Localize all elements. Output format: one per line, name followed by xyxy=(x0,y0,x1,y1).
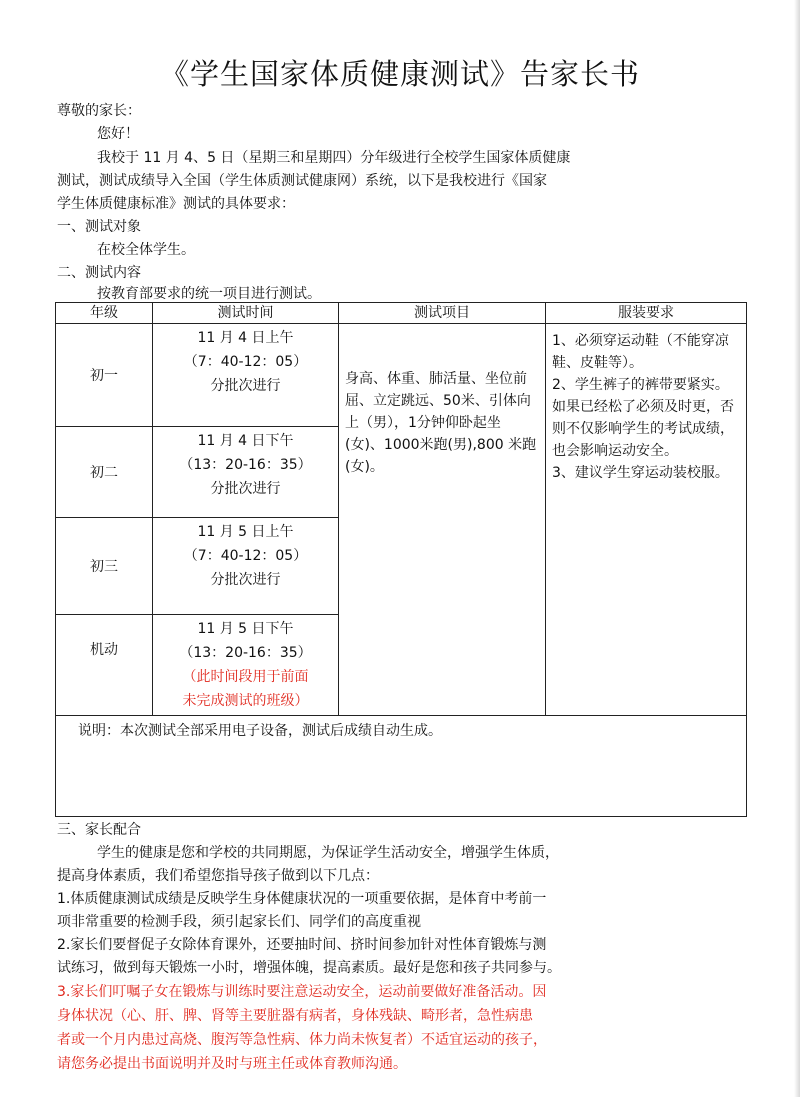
time-date: 11 月 4 日上午 xyxy=(197,330,294,346)
header-time: 测试时间 xyxy=(153,303,339,324)
time-date: 11 月 4 日下午 xyxy=(197,433,294,449)
section2-body: 按教育部要求的统一项目进行测试。 xyxy=(97,286,321,302)
page-edge-shadow xyxy=(794,0,800,1097)
test-items-text: 身高、体重、肺活量、坐位前屈、立定跳远、50米、引体向上（男），1分钟仰卧起坐(女)、1000米跑(男),800 米跑(女)。 xyxy=(345,371,537,475)
table-note: 说明：本次测试全部采用电子设备，测试后成绩自动生成。 xyxy=(78,723,442,739)
section3-red-line-2: 身体状况（心、肝、脾、肾等主要脏器有病者，身体残缺、畸形者，急性病患 xyxy=(57,1008,533,1024)
salutation: 尊敬的家长： xyxy=(57,103,141,119)
header-items: 测试项目 xyxy=(339,303,546,324)
table-header-row xyxy=(56,303,747,324)
time-cell xyxy=(153,324,339,427)
section1-body: 在校全体学生。 xyxy=(97,242,195,258)
section3-heading: 三、家长配合 xyxy=(57,822,141,838)
items-cell xyxy=(339,324,546,716)
section3-line-3: 1.体质健康测试成绩是反映学生身体健康状况的一项重要依据，是体育中考前一 xyxy=(57,891,547,907)
time-note-1: （此时间段用于前面 xyxy=(182,669,309,685)
section3-line-5: 2.家长们要督促子女除体育课外，还要抽时间、挤时间参加针对性体育锻炼与测 xyxy=(57,937,547,953)
section1-heading: 一、测试对象 xyxy=(57,219,141,235)
dress-req-2: 2、学生裤子的裤带要紧实。如果已经松了必须及时更，否则不仅影响学生的考试成绩，也会影响运动安全。 xyxy=(552,377,734,459)
section3-red-line-4: 请您务必提出书面说明并及时与班主任或体育教师沟通。 xyxy=(57,1056,407,1072)
grade-cell: 机动 xyxy=(56,615,153,716)
time-batch: 分批次进行 xyxy=(210,378,281,394)
section2-heading: 二、测试内容 xyxy=(57,265,141,281)
test-schedule-table xyxy=(55,302,747,817)
section3-red-line-1: 3.家长们叮嘱子女在锻炼与训练时要注意运动安全，运动前要做好准备活动。因 xyxy=(57,984,547,1000)
grade-cell: 初三 xyxy=(56,518,153,615)
note-cell xyxy=(56,716,747,817)
header-dress: 服装要求 xyxy=(546,303,747,324)
grade-cell: 初二 xyxy=(56,427,153,518)
section3-line-1: 学生的健康是您和学校的共同期愿，为保证学生活动安全，增强学生体质， xyxy=(97,845,559,861)
intro-line-1: 我校于 11 月 4、5 日（星期三和星期四）分年级进行全校学生国家体质健康 xyxy=(97,150,571,166)
time-cell xyxy=(153,427,339,518)
document-title: 《学生国家体质健康测试》告家长书 xyxy=(159,57,640,91)
time-batch: 分批次进行 xyxy=(210,481,281,497)
grade-cell: 初一 xyxy=(56,324,153,427)
dress-cell xyxy=(546,324,747,716)
header-grade: 年级 xyxy=(56,303,153,324)
time-date: 11 月 5 日下午 xyxy=(197,621,294,637)
time-batch: 分批次进行 xyxy=(210,572,281,588)
time-range: （7：40-12：05） xyxy=(183,354,308,370)
time-date: 11 月 5 日上午 xyxy=(197,524,294,540)
time-note-2: 未完成测试的班级） xyxy=(182,693,309,709)
dress-req-3: 3、建议学生穿运动装校服。 xyxy=(552,465,729,481)
section3-line-4: 项非常重要的检测手段，须引起家长们、同学们的高度重视 xyxy=(57,914,421,930)
time-cell xyxy=(153,518,339,615)
intro-line-2: 测试，测试成绩导入全国（学生体质测试健康网）系统，以下是我校进行《国家 xyxy=(57,173,547,189)
time-cell xyxy=(153,615,339,716)
greeting: 您好！ xyxy=(97,126,139,142)
section3-line-6: 试练习，做到每天锻炼一小时，增强体魄，提高素质。最好是您和孩子共同参与。 xyxy=(57,960,561,976)
intro-line-3: 学生体质健康标准》测试的具体要求： xyxy=(57,196,295,212)
dress-req-1: 1、必须穿运动鞋（不能穿凉鞋、皮鞋等）。 xyxy=(552,333,729,371)
section3-red-line-3: 者或一个月内患过高烧、腹泻等急性病、体力尚未恢复者）不适宜运动的孩子， xyxy=(57,1032,547,1048)
time-range: （7：40-12：05） xyxy=(183,548,308,564)
section3-line-2: 提高身体素质，我们希望您指导孩子做到以下几点： xyxy=(57,868,379,884)
table-row xyxy=(56,324,747,427)
time-range: （13：20-16：35） xyxy=(179,457,312,473)
time-range: （13：20-16：35） xyxy=(179,645,312,661)
table-note-row xyxy=(56,716,747,817)
